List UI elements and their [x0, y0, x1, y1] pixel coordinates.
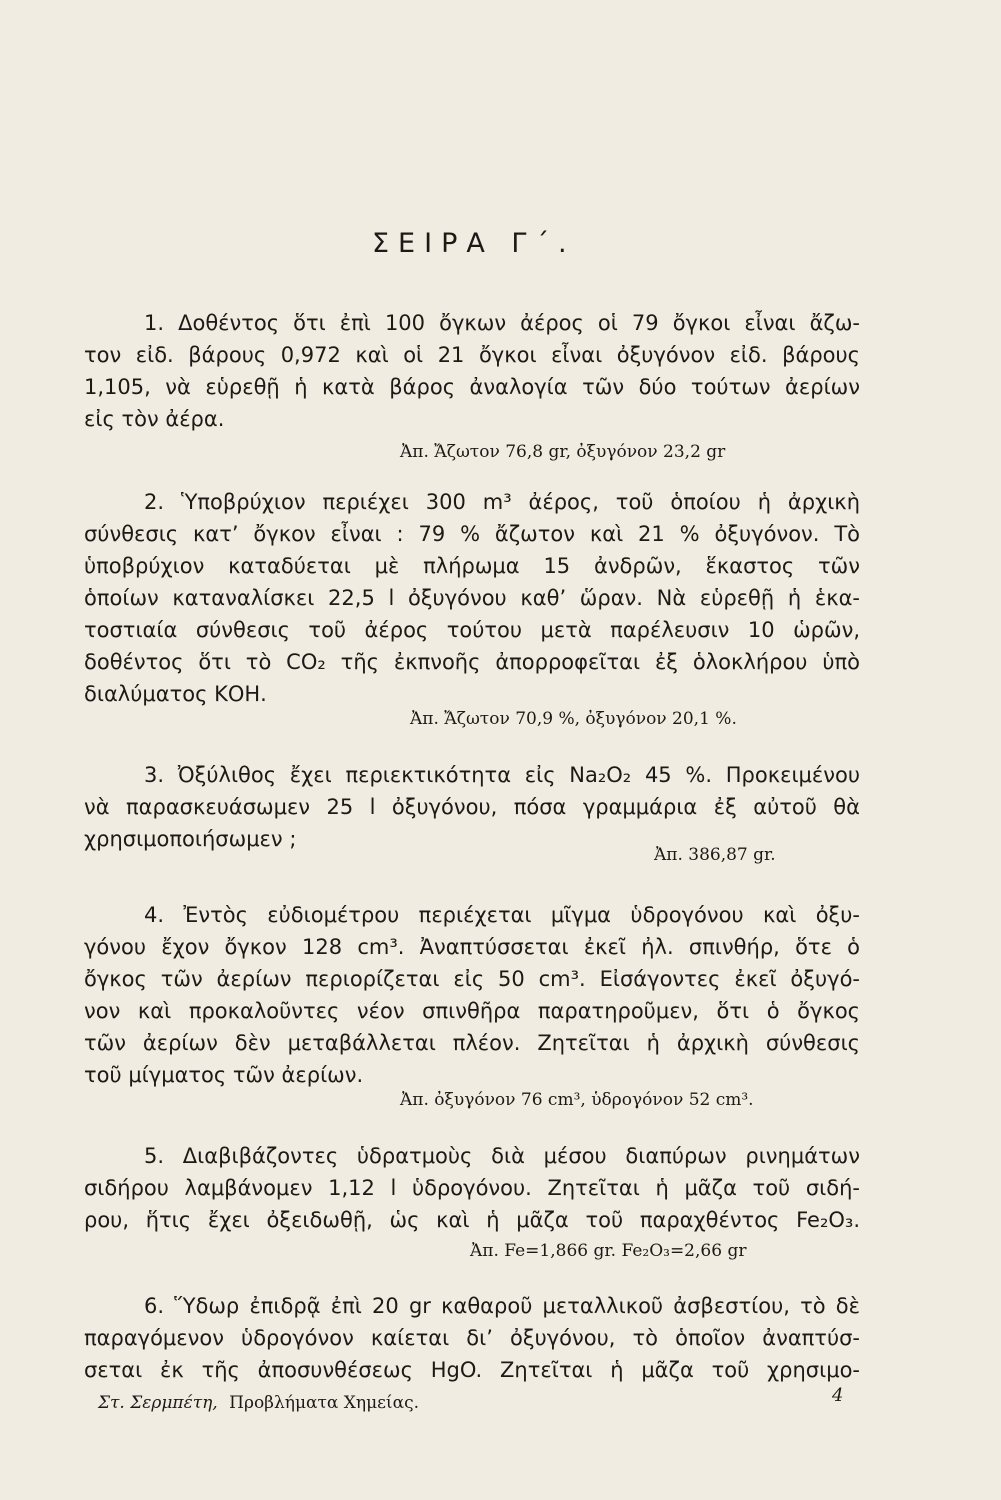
problem-line: 1,105, νὰ εὑρεθῇ ἡ κατὰ βάρος ἀναλογία τῶν δύο τούτων ἀερίων: [84, 375, 860, 399]
problem-line: παραγόμενον ὑδρογόνον καίεται δι’ ὀξυγόνου, τὸ ὁποῖον ἀναπτύσ-: [84, 1326, 860, 1350]
problem-line: ὑποβρύχιον καταδύεται μὲ πλήρωμα 15 ἀνδρῶν, ἕκαστος τῶν: [84, 554, 860, 578]
problem-line: χρησιμοποιήσωμεν ;: [84, 827, 297, 851]
problem-line: 3. Ὀξύλιθος ἔχει περιεκτικότητα εἰς Na₂O₂ 45 %. Προκειμένου: [144, 763, 860, 787]
problem-6: [84, 1290, 860, 1386]
problem-line: τοῦ μίγματος τῶν ἀερίων.: [84, 1063, 364, 1087]
answer-4: Ἀπ. ὀξυγόνον 76 cm³, ὑδρογόνον 52 cm³.: [400, 1090, 754, 1110]
problem-line: νὰ παρασκευάσωμεν 25 l ὀξυγόνου, πόσα γραμμάρια ἐξ αὐτοῦ θὰ: [84, 795, 860, 819]
problem-4: [84, 899, 860, 1091]
problem-1: [84, 307, 860, 435]
page-number: 4: [832, 1385, 844, 1406]
problem-line: εἰς τὸν ἀέρα.: [84, 407, 225, 431]
problem-line: δοθέντος ὅτι τὸ CO₂ τῆς ἐκπνοῆς ἀπορροφεῖται ἐξ ὁλοκλήρου ὑπὸ: [84, 650, 860, 674]
problem-line: τῶν ἀερίων δὲν μεταβάλλεται πλέον. Ζητεῖται ἡ ἀρχικὴ σύνθεσις: [84, 1031, 860, 1055]
problem-line: 2. Ὑποβρύχιον περιέχει 300 m³ ἀέρος, τοῦ ὁποίου ἡ ἀρχικὴ: [144, 490, 860, 514]
problem-line: τοστιαία σύνθεσις τοῦ ἀέρος τούτου μετὰ παρέλευσιν 10 ὡρῶν,: [84, 618, 860, 642]
problem-line: σύνθεσις κατ’ ὄγκον εἶναι : 79 % ἄζωτον καὶ 21 % ὀξυγόνον. Τὸ: [84, 522, 860, 546]
problem-line: 1. Δοθέντος ὅτι ἐπὶ 100 ὄγκων ἀέρος οἱ 79 ὄγκοι εἶναι ἄζω-: [144, 311, 860, 335]
answer-3: Ἀπ. 386,87 gr.: [654, 845, 776, 865]
problem-line: σιδήρου λαμβάνομεν 1,12 l ὑδρογόνου. Ζητεῖται ἡ μᾶζα τοῦ σιδή-: [84, 1176, 860, 1200]
answer-5: Ἀπ. Fe=1,866 gr. Fe₂O₃=2,66 gr: [470, 1241, 747, 1261]
problem-5: [84, 1140, 860, 1236]
problem-line: νον καὶ προκαλοῦντες νέον σπινθῆρα παρατηροῦμεν, ὅτι ὁ ὄγκος: [84, 999, 860, 1023]
problem-line: σεται ἐκ τῆς ἀποσυνθέσεως HgO. Ζητεῖται ἡ μᾶζα τοῦ χρησιμο-: [84, 1358, 860, 1382]
problem-line: διαλύματος ΚΟΗ.: [84, 682, 267, 706]
problem-line: τον εἰδ. βάρους 0,972 καὶ οἱ 21 ὄγκοι εἶναι ὀξυγόνον εἰδ. βάρους: [84, 343, 860, 367]
problem-line: γόνου ἔχον ὄγκον 128 cm³. Ἀναπτύσσεται ἐκεῖ ἠλ. σπινθήρ, ὅτε ὁ: [84, 935, 860, 959]
footer-book-title: Προβλήματα Χημείας.: [229, 1393, 419, 1413]
answer-1: Ἀπ. Ἄζωτον 76,8 gr, ὀξυγόνον 23,2 gr: [400, 442, 726, 462]
series-title: ΣΕΙΡΑ Γ΄.: [372, 228, 576, 259]
problem-line: ὄγκος τῶν ἀερίων περιορίζεται εἰς 50 cm³. Εἰσάγοντες ἐκεῖ ὀξυγό-: [84, 967, 860, 991]
problem-line: 6. Ὕδωρ ἐπιδρᾷ ἐπὶ 20 gr καθαροῦ μεταλλικοῦ ἀσβεστίου, τὸ δὲ: [144, 1294, 860, 1318]
problem-2: [84, 486, 860, 710]
problem-line: ρου, ἥτις ἔχει ὀξειδωθῇ, ὡς καὶ ἡ μᾶζα τοῦ παραχθέντος Fe₂O₃.: [84, 1208, 860, 1232]
problem-line: 5. Διαβιβάζοντες ὑδρατμοὺς διὰ μέσου διαπύρων ρινημάτων: [144, 1144, 860, 1168]
problem-line: ὁποίων καταναλίσκει 22,5 l ὀξυγόνου καθ’ ὥραν. Νὰ εὑρεθῇ ἡ ἑκα-: [84, 586, 860, 610]
footer-author: Στ. Σερμπέτη,: [98, 1393, 218, 1413]
answer-2: Ἀπ. Ἄζωτον 70,9 %, ὀξυγόνον 20,1 %.: [410, 709, 737, 729]
page-footer: [98, 1393, 419, 1413]
problem-line: 4. Ἐντὸς εὐδιομέτρου περιέχεται μῖγμα ὑδρογόνου καὶ ὀξυ-: [144, 903, 860, 927]
problem-3: [84, 759, 860, 855]
